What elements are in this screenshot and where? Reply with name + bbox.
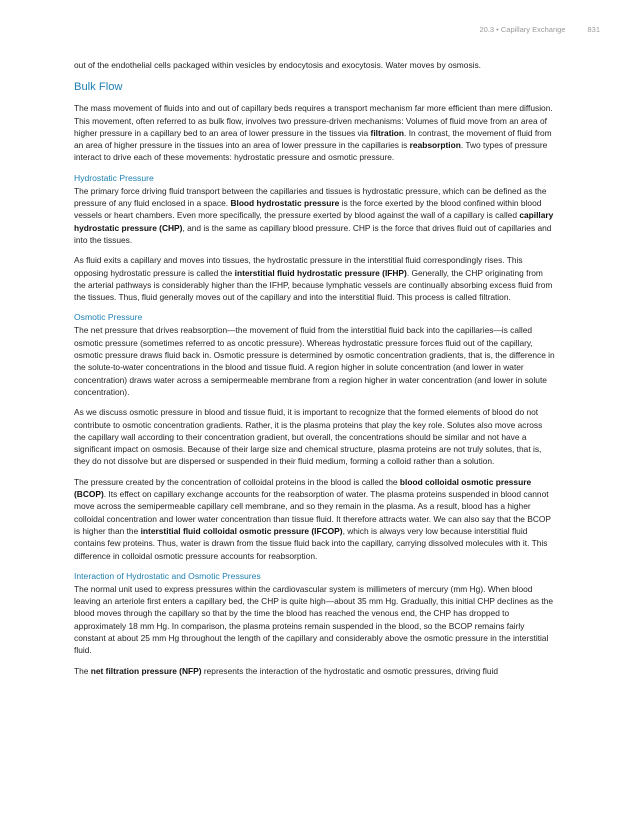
text-run: . Generally, the CHP originating from the arterial pathways is considerably higher than the IFHP, because lymphatic vessels are continually absorbing excess fluid from the tissues. Thus, fluid generally moves out of the capillary and into the interstitial fluid. This process is called filtration. bbox=[74, 267, 553, 303]
text-run: The pressure created by the concentration of colloidal proteins in the blood is called the bbox=[74, 476, 400, 487]
hydrostatic-paragraph-2 bbox=[74, 254, 556, 303]
term-blood-hydrostatic-pressure: Blood hydrostatic pressure bbox=[230, 198, 340, 209]
text-run: The bbox=[74, 665, 91, 676]
section-title: 20.3 • Capillary Exchange bbox=[479, 25, 566, 34]
term-filtration: filtration bbox=[370, 127, 405, 138]
text-run: , which is always very low because interstitial fluid contains few proteins. Thus, water is drawn from the tissue fluid back into the capillary, carrying dissolved molecules with it. This difference in colloidal osmotic pressure accounts for reabsorption. bbox=[74, 525, 548, 561]
intro-paragraph: out of the endothelial cells packaged within vesicles by endocytosis and exocytosis. Water moves by osmosis. bbox=[74, 60, 482, 70]
heading-hydrostatic-pressure: Hydrostatic Pressure bbox=[74, 172, 154, 183]
term-nfp: net filtration pressure (NFP) bbox=[90, 665, 202, 676]
text-run: As fluid exits a capillary and moves into tissues, the hydrostatic pressure in the interstitial fluid correspondingly rises. This opposing hydrostatic pressure is called the bbox=[74, 255, 523, 278]
term-chp: capillary hydrostatic pressure (CHP) bbox=[74, 210, 554, 233]
term-ifcop: interstitial fluid colloidal osmotic pressure (IFCOP) bbox=[140, 525, 343, 536]
text-run: . In contrast, the movement of fluid from an area of higher pressure in the tissues into an area of lower pressure in the capillaries is bbox=[74, 127, 552, 151]
text-run: is the force exerted by the blood confined within blood vessels or heart chambers. Even more specifically, the pressure exerted by blood against the wall of a capillary is called bbox=[74, 198, 542, 221]
interaction-paragraph-1: The normal unit used to express pressures within the cardiovascular system is millimeters of mercury (mm Hg). When blood leaving an arteriole first enters a capillary bed, the CHP is quite high—about 35 mm Hg. Gradually, this initial CHP declines as the blood moves through the capillary so that by the time the blood has reached the venous end, the CHP has dropped to approximately 18 mm Hg. In comparison, the plasma proteins remain suspended in the blood, so the BCOP remains fairly constant at about 25 mm Hg throughout the length of the capillary and considerably above the osmotic pressure in the interstitial fluid. bbox=[74, 583, 554, 656]
page-number: 831 bbox=[587, 25, 600, 34]
term-bcop: blood colloidal osmotic pressure (BCOP) bbox=[74, 476, 532, 500]
term-ifhp: interstitial fluid hydrostatic pressure (IFHP) bbox=[234, 267, 407, 278]
osmotic-paragraph-3 bbox=[74, 476, 556, 562]
osmotic-paragraph-2: As we discuss osmotic pressure in blood and tissue fluid, it is important to recognize that the formed elements of blood do not contribute to osmotic concentration gradients. Rather, it is the plasma proteins that play the key role. Solutes also move across the capillary wall according to their concentration gradient, but overall, the concentrations should be similar and not have a significant impact on osmosis. Because of their large size and chemical structure, plasma proteins are not truly solutes, that is, they do not dissolve but are dispersed or suspended in their fluid medium, forming a colloid rather than a solution. bbox=[74, 407, 543, 467]
text-run: represents the interaction of the hydrostatic and osmotic pressures, driving fluid bbox=[201, 665, 499, 676]
text-run: , and is the same as capillary blood pressure. CHP is the force that drives fluid out of capillaries and into the tissues. bbox=[74, 222, 552, 245]
running-header bbox=[479, 25, 600, 34]
hydrostatic-paragraph-1 bbox=[74, 185, 556, 246]
osmotic-paragraph-1: The net pressure that drives reabsorption—the movement of fluid from the interstitial fluid back into the capillaries—is called osmotic pressure (sometimes referred to as oncotic pressure). Whereas hydrostatic pressure forces fluid out of the capillary, osmotic pressure draws fluid back in. Osmotic pressure is determined by osmotic concentration gradients, that is, the difference in the solute-to-water concentrations in the blood and tissue fluid. A region higher in solute concentration (and lower in water concentration) draws water across a semipermeable membrane from a region higher in water concentration (and lower in solute concentration). bbox=[74, 325, 555, 397]
heading-interaction: Interaction of Hydrostatic and Osmotic Pressures bbox=[74, 570, 261, 581]
term-reabsorption: reabsorption bbox=[409, 140, 461, 151]
heading-osmotic-pressure: Osmotic Pressure bbox=[74, 312, 143, 323]
interaction-paragraph-2 bbox=[74, 665, 556, 677]
text-run: The mass movement of fluids into and out of capillary beds requires a transport mechanism far more efficient than mere diffusion. This movement, often referred to as bulk flow, involves two pressure-driven mechanisms: Volumes of fluid move from an area of higher pressure in a capillary bed to an area of lower pressure in the tissues via bbox=[74, 103, 553, 138]
bulk-flow-paragraph bbox=[74, 102, 556, 163]
heading-bulk-flow: Bulk Flow bbox=[74, 81, 123, 94]
text-run: The primary force driving fluid transport between the capillaries and tissues is hydrostatic pressure, which can be defined as the pressure of any fluid enclosed in a space. bbox=[74, 185, 547, 209]
text-run: . Two types of pressure interact to drive each of these movements: hydrostatic pressure and osmotic pressure. bbox=[74, 140, 548, 163]
body-text bbox=[74, 59, 556, 685]
text-run: . Its effect on capillary exchange accounts for the reabsorption of water. The plasma proteins suspended in blood cannot move across the semipermeable capillary cell membrane, and so they remain in the plasma. As a result, blood has a higher colloidal concentration and lower water concentration than tissue fluid. It therefore attracts water. We can also say that the BCOP is higher than the bbox=[74, 489, 551, 536]
